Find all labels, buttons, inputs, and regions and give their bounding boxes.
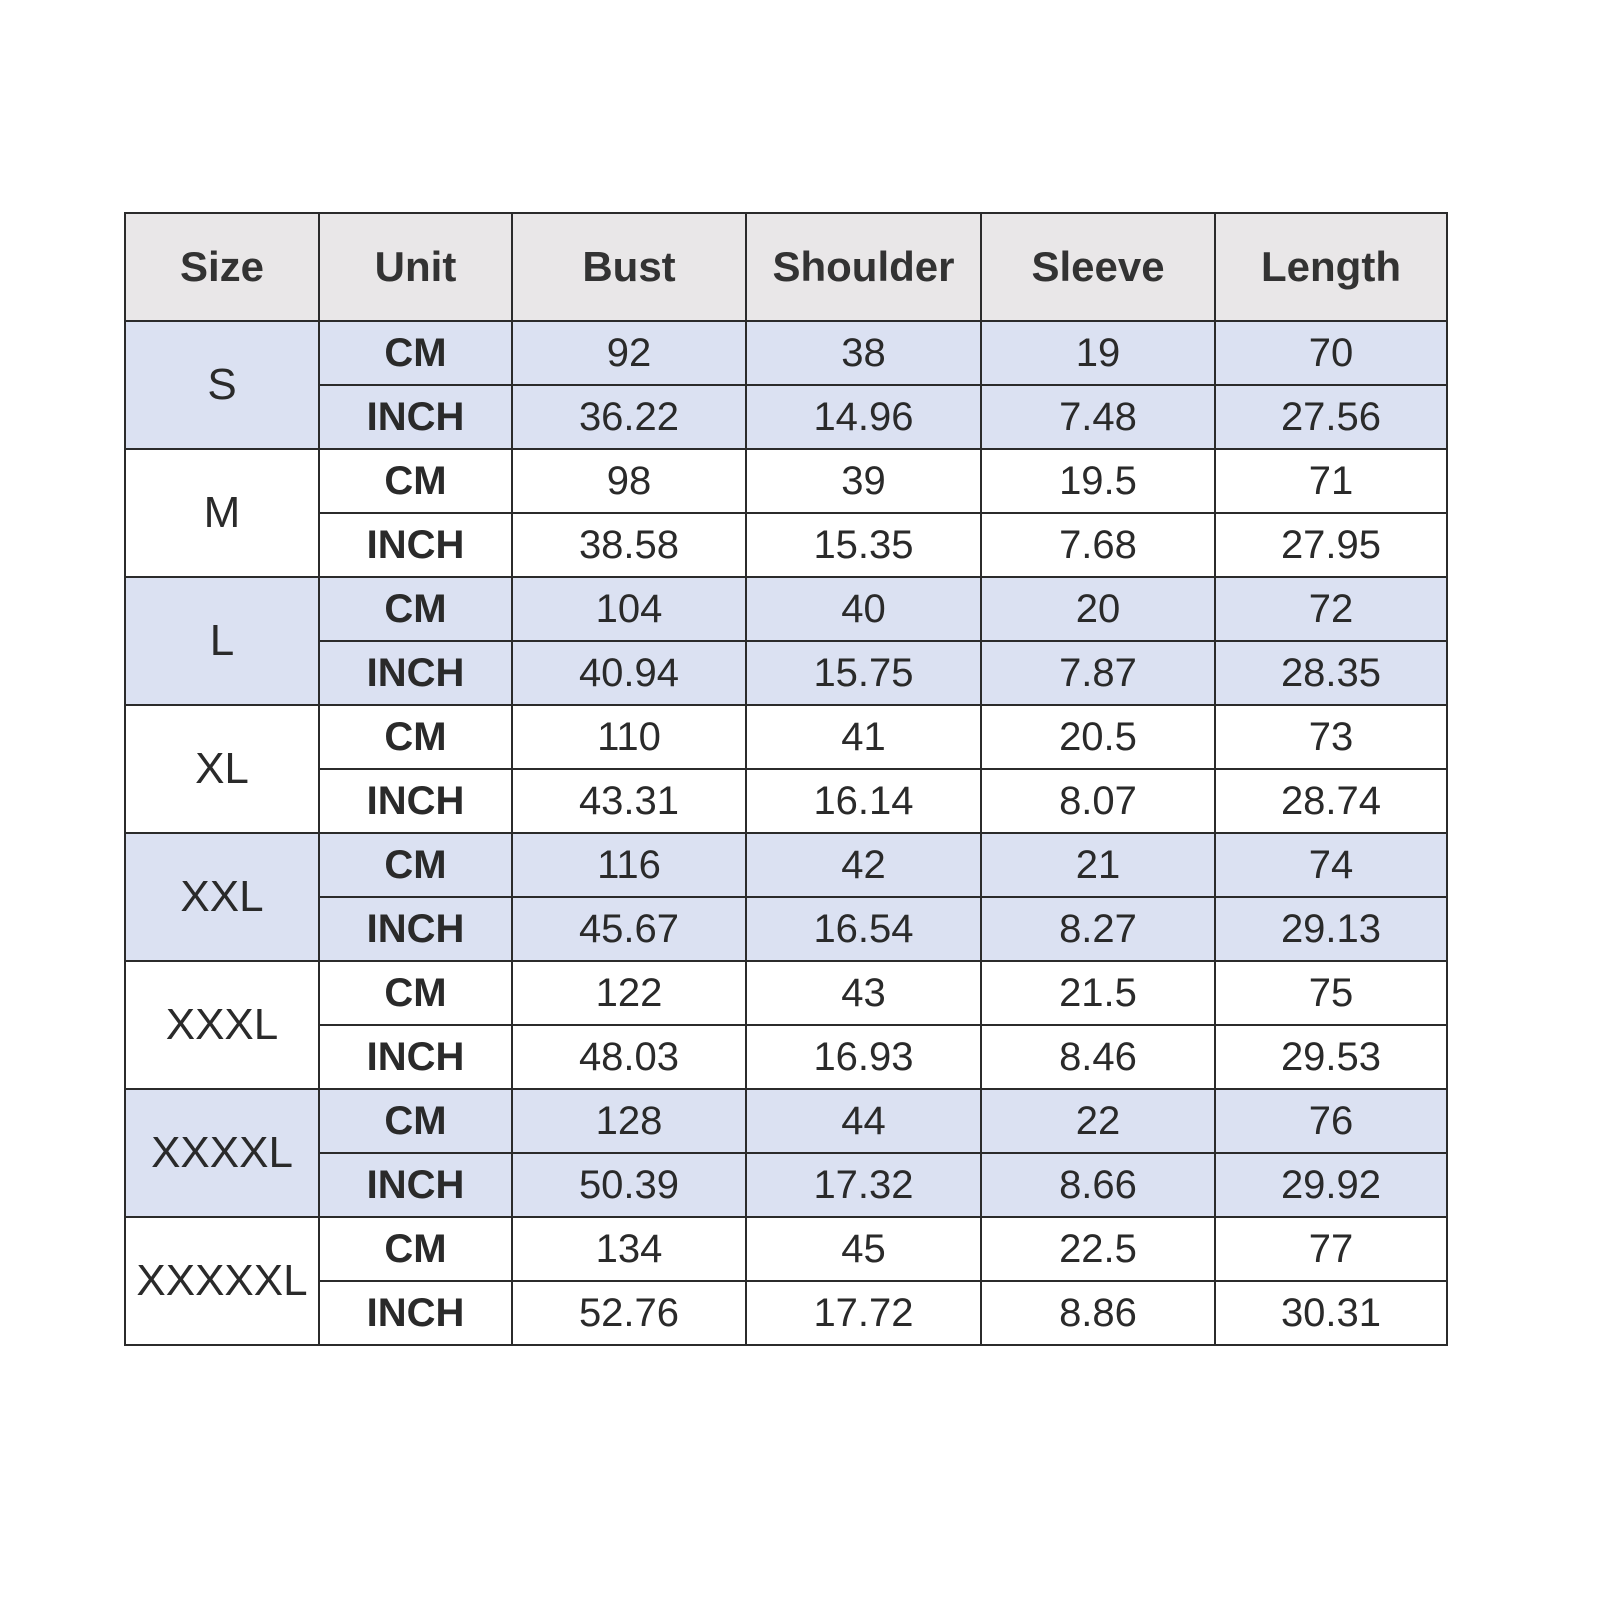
header-row [125, 213, 1447, 321]
length-cm-cell: 73 [1215, 705, 1447, 769]
size-group-xxxxxl [125, 1217, 1447, 1345]
unit-inch-cell: INCH [319, 1025, 512, 1089]
sleeve-cm-cell: 19 [981, 321, 1215, 385]
size-group-xl [125, 705, 1447, 833]
sleeve-inch-cell: 7.48 [981, 385, 1215, 449]
size-group-l [125, 577, 1447, 705]
table-row [125, 641, 1447, 705]
bust-inch-cell: 43.31 [512, 769, 746, 833]
table-row [125, 769, 1447, 833]
size-label: XXXL [125, 961, 319, 1089]
table-row [125, 321, 1447, 385]
bust-cm-cell: 128 [512, 1089, 746, 1153]
size-group-xxxl [125, 961, 1447, 1089]
unit-inch-cell: INCH [319, 513, 512, 577]
shoulder-inch-cell: 15.35 [746, 513, 981, 577]
table-row [125, 577, 1447, 641]
bust-cm-cell: 98 [512, 449, 746, 513]
length-cm-cell: 76 [1215, 1089, 1447, 1153]
sleeve-cm-cell: 20 [981, 577, 1215, 641]
size-label: XL [125, 705, 319, 833]
sleeve-inch-cell: 8.66 [981, 1153, 1215, 1217]
table-row [125, 1025, 1447, 1089]
table-row [125, 449, 1447, 513]
unit-cm-cell: CM [319, 705, 512, 769]
unit-cm-cell: CM [319, 577, 512, 641]
bust-cm-cell: 110 [512, 705, 746, 769]
header-shoulder: Shoulder [746, 213, 981, 321]
bust-cm-cell: 92 [512, 321, 746, 385]
length-inch-cell: 28.74 [1215, 769, 1447, 833]
sleeve-inch-cell: 8.46 [981, 1025, 1215, 1089]
size-label: XXL [125, 833, 319, 961]
size-group-s [125, 321, 1447, 449]
length-cm-cell: 74 [1215, 833, 1447, 897]
sleeve-inch-cell: 8.27 [981, 897, 1215, 961]
shoulder-cm-cell: 40 [746, 577, 981, 641]
sleeve-cm-cell: 21 [981, 833, 1215, 897]
shoulder-cm-cell: 45 [746, 1217, 981, 1281]
length-inch-cell: 28.35 [1215, 641, 1447, 705]
shoulder-cm-cell: 41 [746, 705, 981, 769]
shoulder-cm-cell: 43 [746, 961, 981, 1025]
unit-inch-cell: INCH [319, 1281, 512, 1345]
size-chart-table [124, 212, 1448, 1346]
unit-inch-cell: INCH [319, 897, 512, 961]
size-group-m [125, 449, 1447, 577]
shoulder-cm-cell: 38 [746, 321, 981, 385]
header-unit: Unit [319, 213, 512, 321]
bust-inch-cell: 38.58 [512, 513, 746, 577]
header-sleeve: Sleeve [981, 213, 1215, 321]
unit-inch-cell: INCH [319, 385, 512, 449]
size-label: XXXXL [125, 1089, 319, 1217]
unit-inch-cell: INCH [319, 641, 512, 705]
table-row [125, 705, 1447, 769]
header-bust: Bust [512, 213, 746, 321]
unit-inch-cell: INCH [319, 769, 512, 833]
unit-cm-cell: CM [319, 1089, 512, 1153]
sleeve-inch-cell: 8.86 [981, 1281, 1215, 1345]
bust-cm-cell: 134 [512, 1217, 746, 1281]
length-cm-cell: 75 [1215, 961, 1447, 1025]
table-row [125, 897, 1447, 961]
unit-cm-cell: CM [319, 833, 512, 897]
size-group-xxxxl [125, 1089, 1447, 1217]
sleeve-inch-cell: 7.68 [981, 513, 1215, 577]
unit-cm-cell: CM [319, 961, 512, 1025]
unit-cm-cell: CM [319, 449, 512, 513]
shoulder-inch-cell: 17.72 [746, 1281, 981, 1345]
size-label: S [125, 321, 319, 449]
table-row [125, 833, 1447, 897]
table-row [125, 1281, 1447, 1345]
sleeve-cm-cell: 21.5 [981, 961, 1215, 1025]
shoulder-cm-cell: 39 [746, 449, 981, 513]
bust-inch-cell: 36.22 [512, 385, 746, 449]
shoulder-inch-cell: 16.54 [746, 897, 981, 961]
bust-cm-cell: 116 [512, 833, 746, 897]
size-label: L [125, 577, 319, 705]
bust-inch-cell: 40.94 [512, 641, 746, 705]
sleeve-inch-cell: 8.07 [981, 769, 1215, 833]
length-inch-cell: 29.13 [1215, 897, 1447, 961]
bust-inch-cell: 52.76 [512, 1281, 746, 1345]
table-row [125, 1089, 1447, 1153]
size-label: M [125, 449, 319, 577]
length-inch-cell: 30.31 [1215, 1281, 1447, 1345]
sleeve-cm-cell: 20.5 [981, 705, 1215, 769]
length-cm-cell: 70 [1215, 321, 1447, 385]
table-row [125, 961, 1447, 1025]
table-header [125, 213, 1447, 321]
shoulder-cm-cell: 44 [746, 1089, 981, 1153]
unit-cm-cell: CM [319, 1217, 512, 1281]
size-label: XXXXXL [125, 1217, 319, 1345]
shoulder-cm-cell: 42 [746, 833, 981, 897]
sleeve-inch-cell: 7.87 [981, 641, 1215, 705]
shoulder-inch-cell: 15.75 [746, 641, 981, 705]
unit-cm-cell: CM [319, 321, 512, 385]
sleeve-cm-cell: 19.5 [981, 449, 1215, 513]
length-inch-cell: 29.53 [1215, 1025, 1447, 1089]
table-row [125, 385, 1447, 449]
size-group-xxl [125, 833, 1447, 961]
length-cm-cell: 71 [1215, 449, 1447, 513]
bust-inch-cell: 50.39 [512, 1153, 746, 1217]
bust-cm-cell: 122 [512, 961, 746, 1025]
header-length: Length [1215, 213, 1447, 321]
length-inch-cell: 27.95 [1215, 513, 1447, 577]
length-inch-cell: 27.56 [1215, 385, 1447, 449]
shoulder-inch-cell: 16.93 [746, 1025, 981, 1089]
bust-inch-cell: 48.03 [512, 1025, 746, 1089]
length-cm-cell: 72 [1215, 577, 1447, 641]
shoulder-inch-cell: 14.96 [746, 385, 981, 449]
bust-inch-cell: 45.67 [512, 897, 746, 961]
length-cm-cell: 77 [1215, 1217, 1447, 1281]
table-row [125, 1153, 1447, 1217]
sleeve-cm-cell: 22 [981, 1089, 1215, 1153]
sleeve-cm-cell: 22.5 [981, 1217, 1215, 1281]
shoulder-inch-cell: 16.14 [746, 769, 981, 833]
shoulder-inch-cell: 17.32 [746, 1153, 981, 1217]
length-inch-cell: 29.92 [1215, 1153, 1447, 1217]
bust-cm-cell: 104 [512, 577, 746, 641]
table-row [125, 1217, 1447, 1281]
unit-inch-cell: INCH [319, 1153, 512, 1217]
header-size: Size [125, 213, 319, 321]
table-row [125, 513, 1447, 577]
